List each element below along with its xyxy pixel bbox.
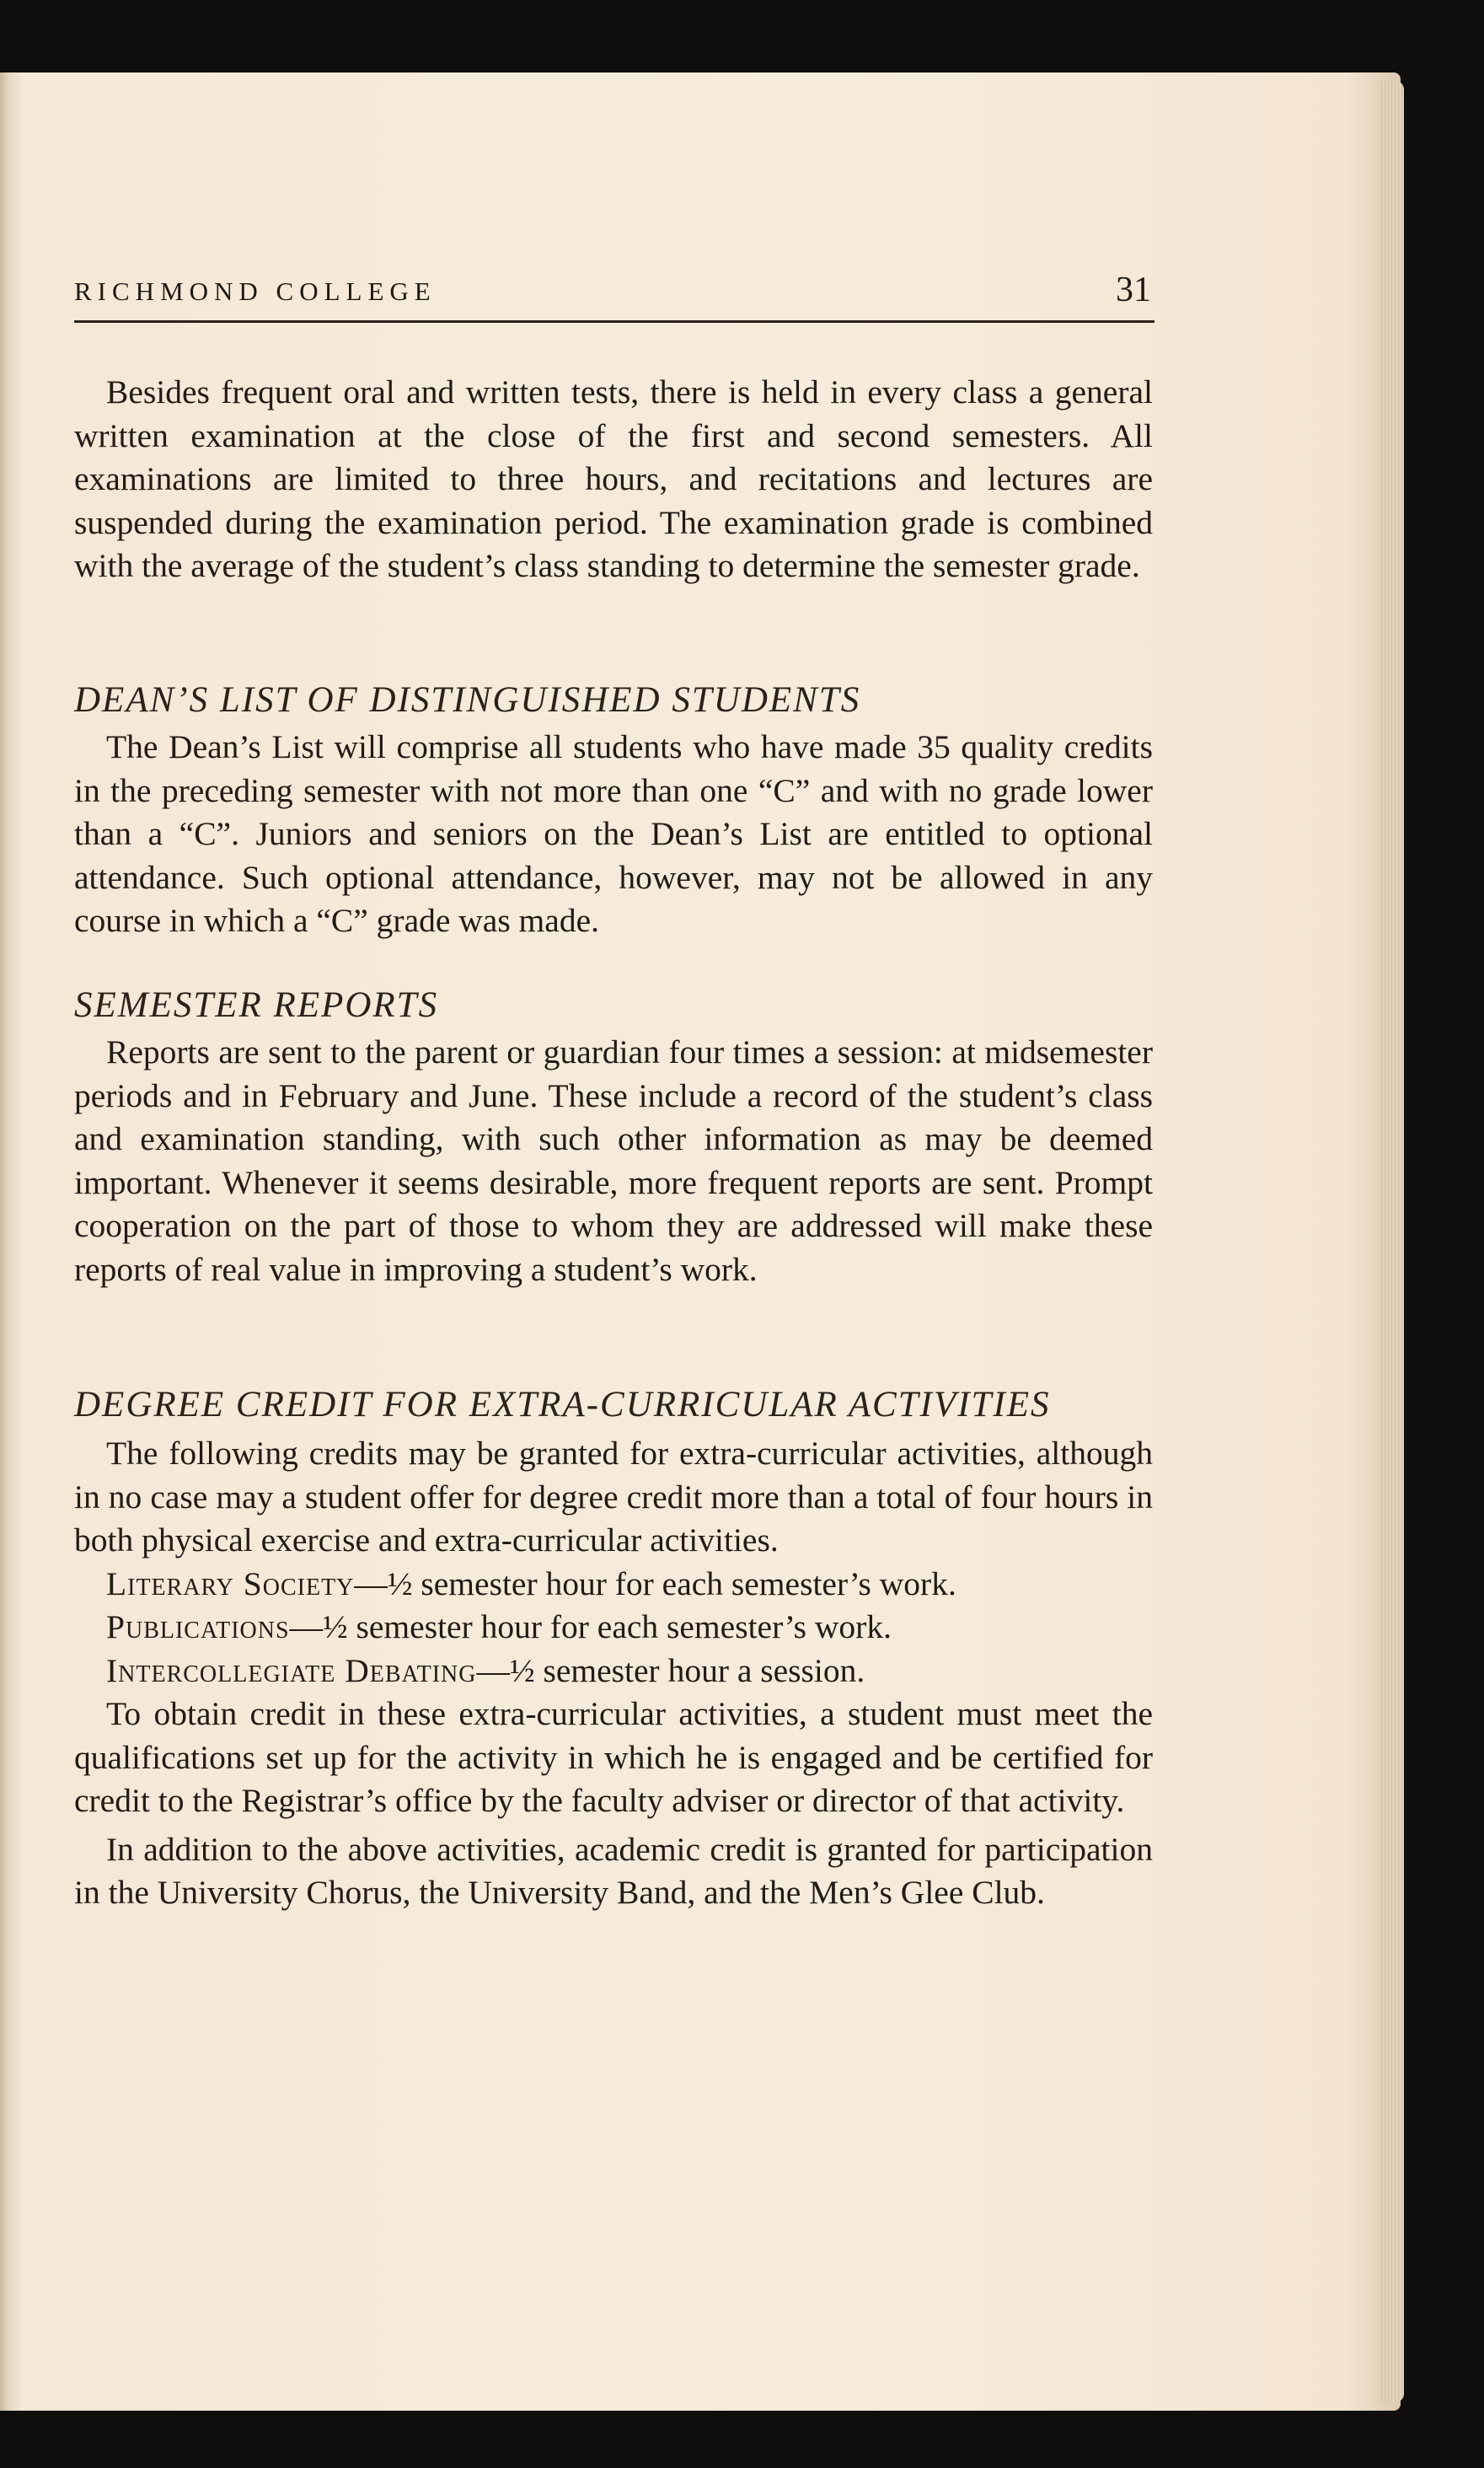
extra-curricular-heading: DEGREE CREDIT FOR EXTRA-CURRICULAR ACTIVITIES [74, 1385, 1051, 1424]
page-number: 31 [1116, 271, 1151, 309]
credit-item-label: Literary Society [106, 1564, 355, 1602]
intro-paragraph: Besides frequent oral and written tests, there is held in every class a general written examination at the close of the first and second semesters. All examinations are limited to three hours, and recitations and lectures are suspended during the examination period. The examination grade is combined with the average of the student’s class standing to determine the semester grade. [74, 373, 1153, 584]
credit-item-text: —½ semester hour for each semester’s work. [354, 1564, 956, 1602]
credit-item-publications [74, 1606, 1153, 1650]
intro-section [74, 371, 1153, 588]
deans-list-paragraph: The Dean’s List will comprise all students who have made 35 quality credits in the preceding semester with not more than one “C” and with no grade lower than a “C”. Juniors and seniors on the Dean’s List are entitled to optional attendance. Such optional attendance, however, may not be allowed in any course in which a “C” grade was made. [74, 728, 1153, 939]
page-edge [1379, 81, 1404, 2402]
credit-item-label: Publications [106, 1608, 290, 1645]
deans-list-section [74, 679, 1153, 943]
running-title: RICHMOND COLLEGE [74, 276, 437, 306]
deans-list-heading: DEAN’S LIST OF DISTINGUISHED STUDENTS [74, 680, 861, 720]
header-rule [74, 320, 1155, 323]
credit-item-debating [74, 1650, 1153, 1693]
credit-item-literary-society [74, 1563, 1153, 1607]
qualification-paragraph: To obtain credit in these extra-curricular activities, a student must meet the qualifications set up for the activity in which he is engaged and be certified for credit to the Registrar’s office by the faculty adviser or director of that activity. [74, 1695, 1153, 1819]
extra-curricular-section [74, 1384, 1153, 1915]
credit-item-text: —½ semester hour for each semester’s work. [289, 1608, 892, 1645]
reports-section [74, 985, 1153, 1291]
running-header [74, 268, 1153, 319]
extra-curricular-intro: The following credits may be granted for extra-curricular activities, although in no case may a student offer for degree credit more than a total of four hours in both physical exercise and extra-curricular activities. [74, 1435, 1153, 1559]
reports-paragraph: Reports are sent to the parent or guardian four times a session: at midsemester periods and in February and June. These include a record of the student’s class and examination standing, with such other information as may be deemed important. Whenever it seems desirable, more frequent reports are sent. Prompt cooperation on the part of those to whom they are addressed will make these reports of real value in improving a student’s work. [74, 1033, 1153, 1288]
credit-item-label: Intercollegiate Debating [106, 1651, 477, 1689]
addition-paragraph: In addition to the above activities, academic credit is granted for participation in the University Chorus, the University Band, and the Men’s Glee Club. [74, 1830, 1153, 1911]
credit-item-text: —½ semester hour a session. [476, 1651, 865, 1689]
reports-heading: SEMESTER REPORTS [74, 985, 439, 1025]
